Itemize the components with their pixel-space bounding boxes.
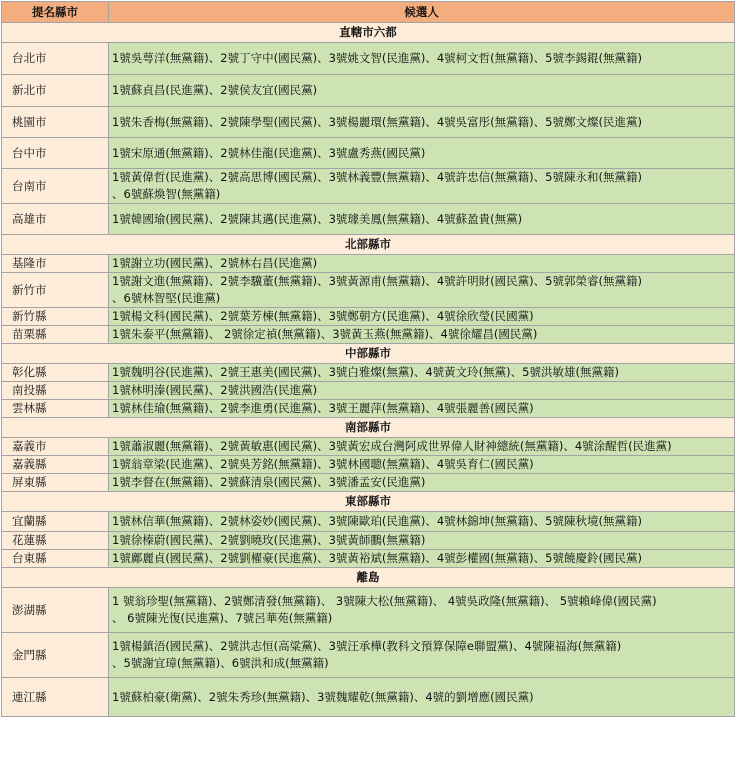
candidate-line: 1號蕭淑麗(無黨籍)、2號黃敏惠(國民黨)、3號黃宏成台灣阿成世界偉人財神總統(無黨籍)、4號涂醒哲(民進黨) <box>112 439 672 453</box>
table-row <box>2 588 735 633</box>
table-row <box>2 204 735 235</box>
table-row <box>2 138 735 169</box>
candidates-cell <box>109 474 735 492</box>
candidates-cell <box>109 456 735 474</box>
table-row <box>2 169 735 204</box>
candidate-line: 1號吳萼洋(無黨籍)、2號丁守中(國民黨)、3號姚文智(民進黨)、4號柯文哲(無黨籍)、5號李錫錕(無黨籍) <box>112 51 642 65</box>
county-cell: 澎湖縣 <box>2 588 109 633</box>
table-row <box>2 456 735 474</box>
candidates-cell <box>109 633 735 678</box>
county-cell: 連江縣 <box>2 678 109 717</box>
table-row <box>2 75 735 107</box>
candidate-line: 、6號蘇煥智(無黨籍) <box>112 187 221 201</box>
table-row <box>2 308 735 326</box>
candidate-line: 1號翁章梁(民進黨)、2號吳芳銘(無黨籍)、3號林國聰(無黨籍)、4號吳育仁(國民黨) <box>112 457 534 471</box>
candidate-line: 、 6號陳光復(民進黨)、7號呂華苑(無黨籍) <box>112 611 333 625</box>
candidates-cell <box>109 169 735 204</box>
candidate-line: 1號林信華(無黨籍)、2號林姿妙(國民黨)、3號陳歐珀(民進黨)、4號林錦坤(無黨籍)、5號陳秋境(無黨籍) <box>112 514 642 528</box>
candidate-line: 、5號謝宜璋(無黨籍)、6號洪和成(無黨籍) <box>112 656 329 670</box>
county-cell: 新北市 <box>2 75 109 107</box>
table-row <box>2 633 735 678</box>
county-cell: 苗栗縣 <box>2 326 109 344</box>
section-row <box>2 344 735 364</box>
section-title: 南部縣市 <box>2 418 735 438</box>
county-cell: 新竹縣 <box>2 308 109 326</box>
candidates-cell <box>109 438 735 456</box>
candidates-cell <box>109 204 735 235</box>
table-row <box>2 550 735 568</box>
section-row <box>2 492 735 512</box>
county-cell: 嘉義縣 <box>2 456 109 474</box>
candidates-cell <box>109 273 735 308</box>
section-title: 直轄市六都 <box>2 23 735 43</box>
section-title: 中部縣市 <box>2 344 735 364</box>
candidate-line: 1 號翁珍聖(無黨籍)、2號鄭清發(無黨籍)、 3號陳大松(無黨籍)、 4號吳政隆(無黨籍)、 5號賴峰偉(國民黨) <box>112 594 657 608</box>
county-cell: 金門縣 <box>2 633 109 678</box>
candidate-line: 1號林佳瑜(無黨籍)、2號李進勇(民進黨)、3號王麗萍(無黨籍)、4號張麗善(國民黨) <box>112 401 534 415</box>
county-cell: 花蓮縣 <box>2 532 109 550</box>
candidates-cell <box>109 326 735 344</box>
county-cell: 屏東縣 <box>2 474 109 492</box>
candidate-line: 1號蘇貞昌(民進黨)、2號侯友宜(國民黨) <box>112 83 318 97</box>
candidate-table <box>1 1 735 717</box>
candidate-line: 1號宋原通(無黨籍)、2號林佳龍(民進黨)、3號盧秀燕(國民黨) <box>112 145 426 160</box>
table-row <box>2 382 735 400</box>
candidate-line: 1號魏明谷(民進黨)、2號王惠美(國民黨)、3號白雅燦(無黨)、4號黃文玲(無黨)、5號洪敏雄(無黨籍) <box>112 365 619 379</box>
candidate-line: 1號朱泰平(無黨籍)、 2號徐定禎(無黨籍)、3號黃玉燕(無黨籍)、4號徐耀昌(國民黨) <box>112 327 538 341</box>
table-row <box>2 273 735 308</box>
candidates-cell <box>109 678 735 717</box>
candidates-cell <box>109 400 735 418</box>
candidate-line: 1號鄺麗貞(國民黨)、2號劉櫂豪(民進黨)、3號黃裕斌(無黨籍)、4號彭權國(無黨籍)、5號饒慶鈴(國民黨) <box>112 551 642 565</box>
county-cell: 新竹市 <box>2 273 109 308</box>
table-row <box>2 474 735 492</box>
section-row <box>2 23 735 43</box>
table-row <box>2 107 735 138</box>
candidates-cell <box>109 75 735 107</box>
county-cell: 南投縣 <box>2 382 109 400</box>
candidate-line: 、6號林智堅(民進黨) <box>112 291 221 305</box>
county-cell: 高雄市 <box>2 204 109 235</box>
candidate-line: 1號李督在(無黨籍)、2號蘇清泉(國民黨)、3號潘孟安(民進黨) <box>112 475 426 489</box>
section-title: 東部縣市 <box>2 492 735 512</box>
table-row <box>2 255 735 273</box>
section-title: 離島 <box>2 568 735 588</box>
table-row <box>2 512 735 532</box>
candidates-cell <box>109 364 735 382</box>
candidates-cell <box>109 255 735 273</box>
candidate-line: 1號蘇柏豪(衛黨)、2號朱秀珍(無黨籍)、3號魏耀乾(無黨籍)、4號的劉增應(國民黨) <box>112 689 534 704</box>
county-cell: 宜蘭縣 <box>2 512 109 532</box>
candidate-line: 1號朱香梅(無黨籍)、2號陳學聖(國民黨)、3號楊麗環(無黨籍)、4號吳富彤(無黨籍)、5號鄭文燦(民進黨) <box>112 114 642 129</box>
candidate-line: 1號楊文科(國民黨)、2號葉芳棟(無黨籍)、3號鄭朝方(民進黨)、4號徐欣瑩(民國黨) <box>112 309 534 323</box>
candidate-line: 1號林明溱(國民黨)、2號洪國浩(民進黨) <box>112 383 318 397</box>
candidates-cell <box>109 550 735 568</box>
candidates-cell <box>109 532 735 550</box>
county-cell: 雲林縣 <box>2 400 109 418</box>
candidates-cell <box>109 308 735 326</box>
candidates-cell <box>109 382 735 400</box>
county-cell: 台中市 <box>2 138 109 169</box>
county-cell: 桃園市 <box>2 107 109 138</box>
county-cell: 彰化縣 <box>2 364 109 382</box>
section-row <box>2 235 735 255</box>
table-row <box>2 326 735 344</box>
county-cell: 台東縣 <box>2 550 109 568</box>
county-column-header: 提名縣市 <box>2 2 109 23</box>
table-row <box>2 678 735 717</box>
section-row <box>2 418 735 438</box>
candidate-line: 1號黃偉哲(民進黨)、2號高思博(國民黨)、3號林義豐(無黨籍)、4號許忠信(無黨籍)、5號陳永和(無黨籍) <box>112 170 642 184</box>
county-cell: 台北市 <box>2 43 109 75</box>
candidate-line: 1號韓國瑜(國民黨)、2號陳其邁(民進黨)、3號璩美鳳(無黨籍)、4號蘇盈貴(無黨) <box>112 211 523 226</box>
candidate-line: 1號謝立功(國民黨)、2號林右昌(民進黨) <box>112 256 318 270</box>
county-cell: 基隆市 <box>2 255 109 273</box>
candidates-cell <box>109 512 735 532</box>
county-cell: 台南市 <box>2 169 109 204</box>
table-row <box>2 532 735 550</box>
candidate-line: 1號徐榛蔚(國民黨)、2號劉曉玫(民進黨)、3號黃師鵬(無黨籍) <box>112 533 426 547</box>
section-title: 北部縣市 <box>2 235 735 255</box>
candidates-column-header: 候選人 <box>109 2 735 23</box>
section-row <box>2 568 735 588</box>
candidate-line: 1號謝文進(無黨籍)、2號李驥董(無黨籍)、3號黃源甫(無黨籍)、4號許明財(國民黨)、5號郭榮睿(無黨籍) <box>112 274 642 288</box>
county-cell: 嘉義市 <box>2 438 109 456</box>
candidate-line: 1號楊鎮浯(國民黨)、2號洪志恒(高粱黨)、3號汪承樺(教科文預算保障e聯盟黨)、4號陳福海(無黨籍) <box>112 639 622 653</box>
candidates-cell <box>109 43 735 75</box>
header-row <box>2 2 735 23</box>
candidates-cell <box>109 107 735 138</box>
table-row <box>2 438 735 456</box>
table-row <box>2 400 735 418</box>
table-row <box>2 364 735 382</box>
candidates-cell <box>109 588 735 633</box>
candidates-cell <box>109 138 735 169</box>
table-row <box>2 43 735 75</box>
